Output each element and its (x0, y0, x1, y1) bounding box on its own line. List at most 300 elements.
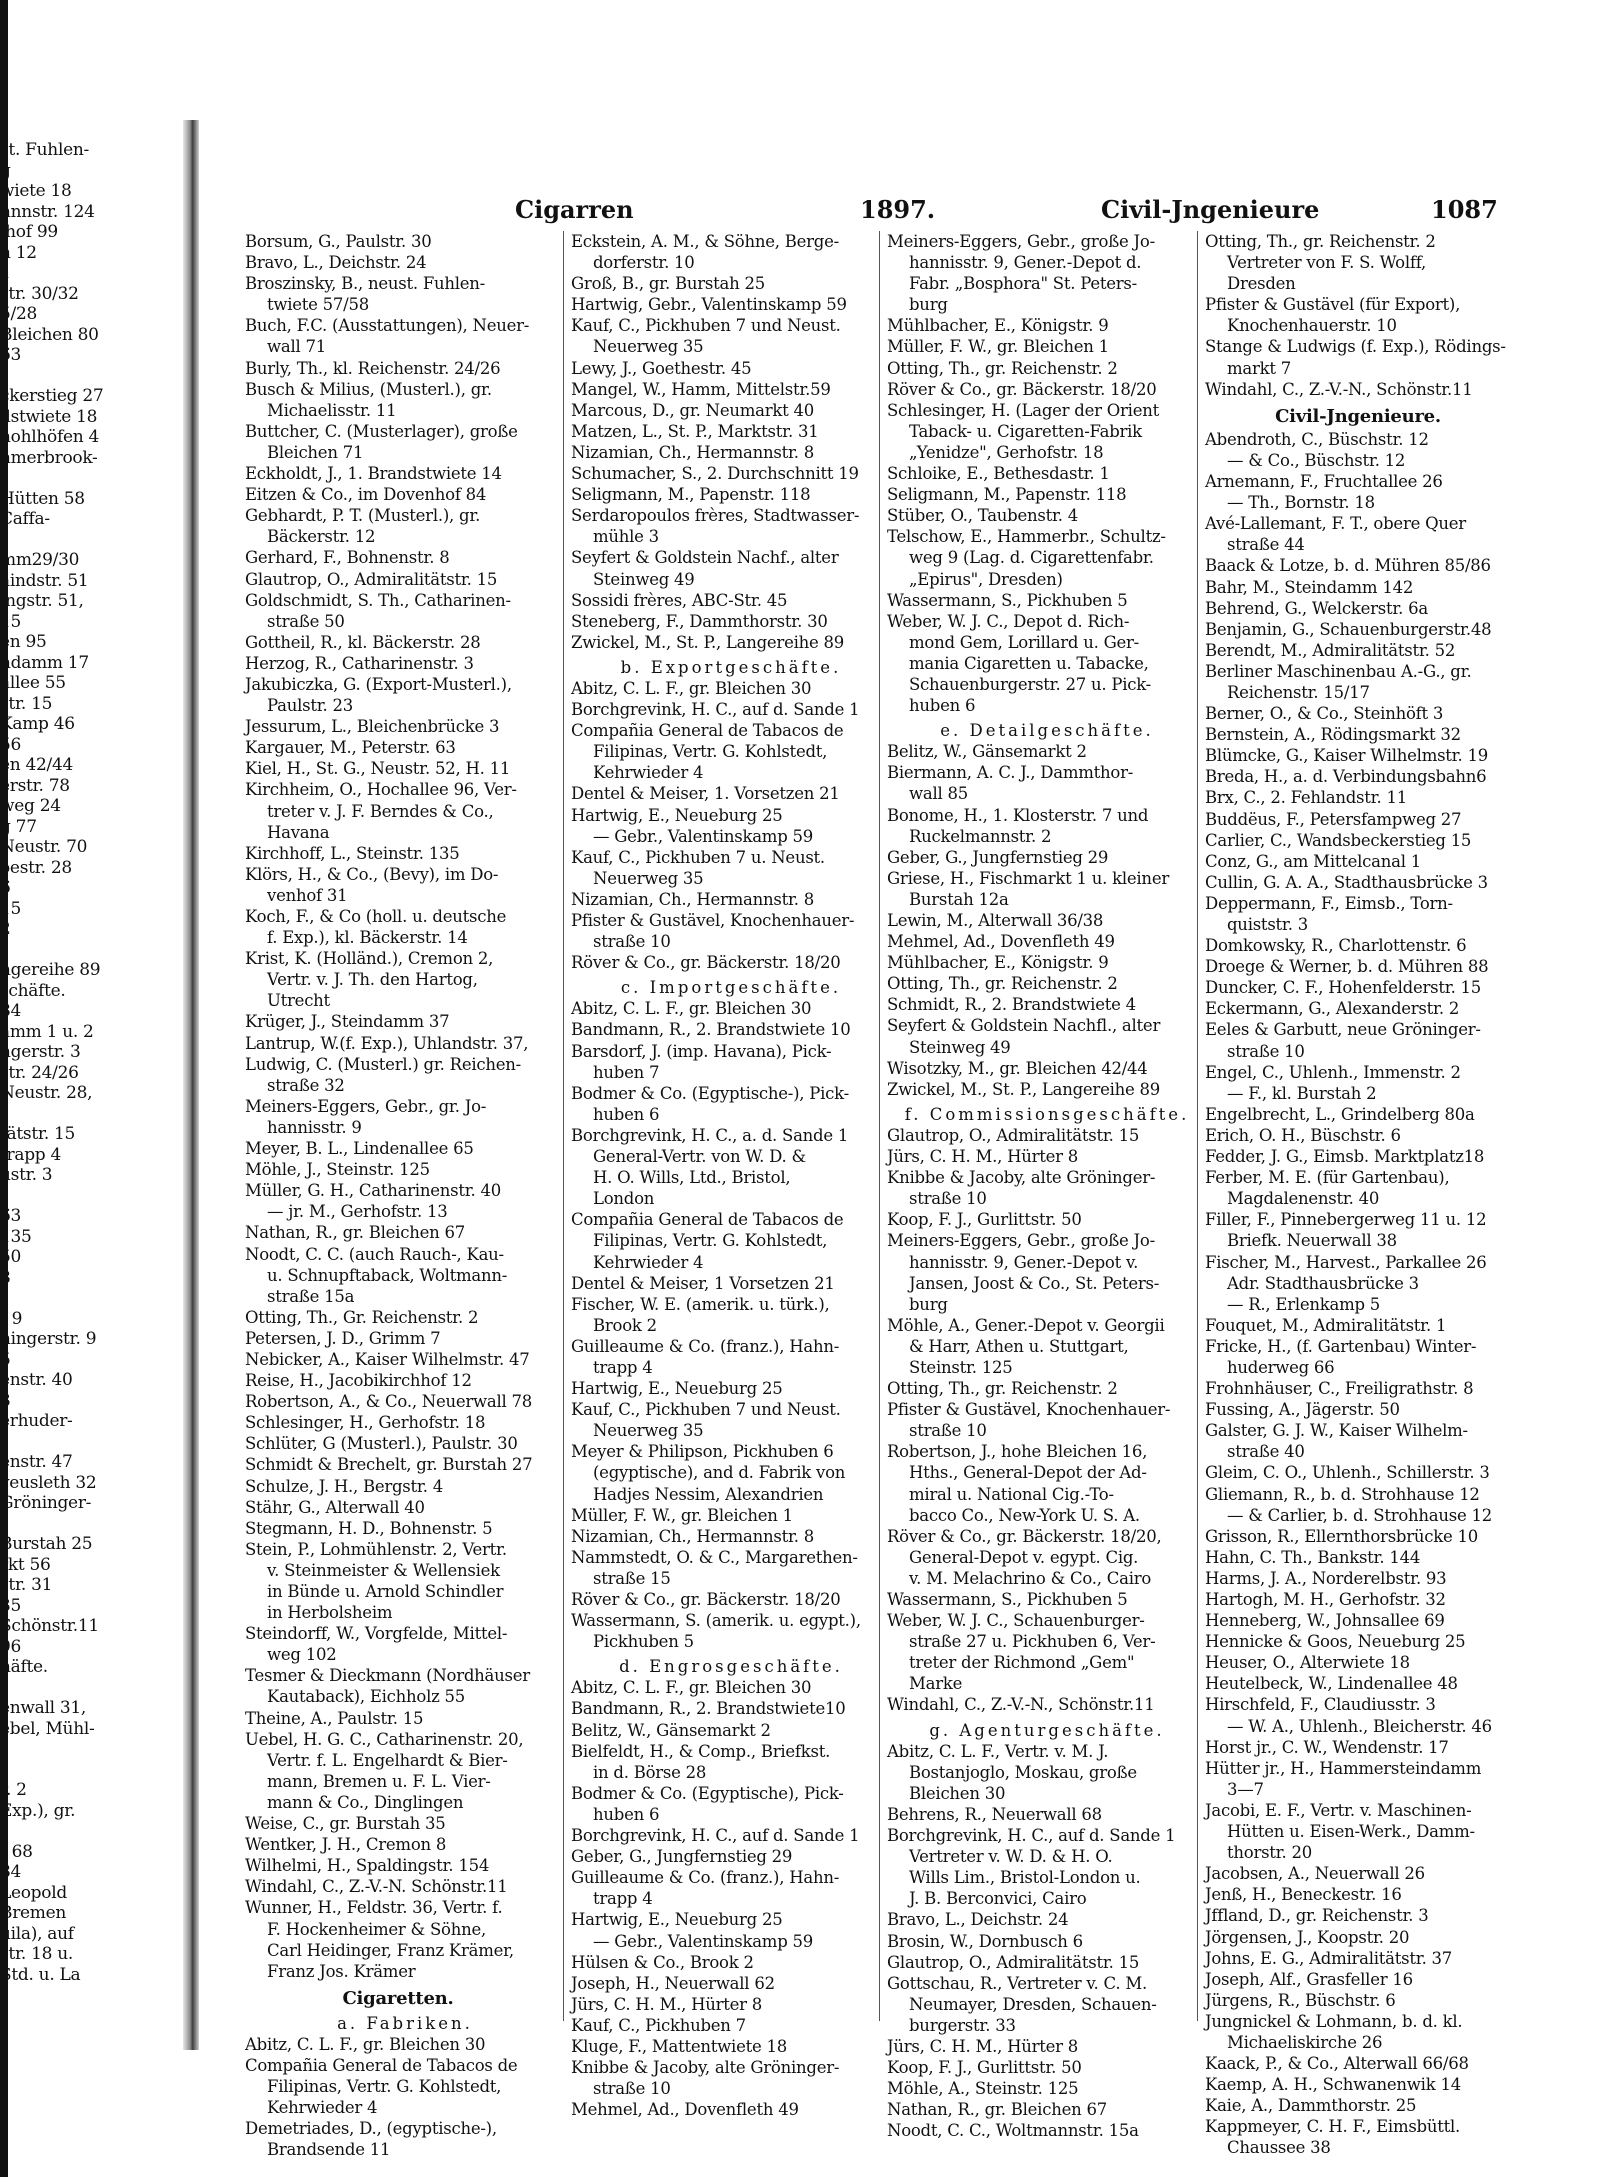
entry-continuation: London (593, 1189, 655, 1209)
left-page-line: g 77 (0, 816, 37, 837)
column-rule (563, 231, 564, 2021)
directory-entry: Bravo, L., Deichstr. 24 (887, 1910, 1069, 1930)
entry-continuation: Kehrwieder 4 (593, 763, 704, 783)
directory-entry: Eckholdt, J., 1. Brandstwiete 14 (245, 464, 502, 484)
left-page-line: rkt 56 (0, 1554, 51, 1575)
entry-continuation: in d. Börse 28 (593, 1762, 707, 1782)
entry-continuation: Steinstr. 125 (909, 1357, 1013, 1377)
directory-entry: Jffland, D., gr. Reichenstr. 3 (1205, 1906, 1429, 1926)
directory-entry: Jörgensen, J., Koopstr. 20 (1205, 1927, 1410, 1947)
directory-entry: Droege & Werner, b. d. Mühren 88 (1205, 957, 1489, 977)
directory-entry: Klörs, H., & Co., (Bevy), im Do- (245, 864, 499, 884)
directory-entry: Jessurum, L., Bleichenbrücke 3 (245, 717, 500, 737)
entry-continuation: Briefk. Neuerwall 38 (1227, 1231, 1397, 1251)
entry-continuation: mann & Co., Dinglingen (267, 1792, 464, 1812)
entry-continuation: Taback- u. Cigaretten-Fabrik (909, 421, 1142, 441)
entry-continuation: burg (909, 1294, 948, 1314)
directory-entry: Jürs, C. H. M., Hürter 8 (571, 1994, 763, 2014)
directory-entry: Jungnickel & Lohmann, b. d. kl. (1205, 2011, 1463, 2031)
entry-continuation: Filipinas, Vertr. G. Kohlstedt, (593, 742, 828, 762)
directory-entry: Berliner Maschinenbau A.-G., gr. (1205, 661, 1472, 681)
directory-entry: Müller, G. H., Catharinenstr. 40 (245, 1181, 502, 1201)
left-page-line: veusleth 32 (0, 1472, 97, 1493)
directory-entry: Nizamian, Ch., Hermannstr. 8 (571, 1526, 815, 1546)
directory-entry: Brosin, W., Dornbusch 6 (887, 1931, 1083, 1951)
directory-entry: Dentel & Meiser, 1 Vorsetzen 21 (571, 1273, 835, 1293)
directory-entry: Wassermann, S., Pickhuben 5 (887, 590, 1128, 610)
entry-continuation: straße 10 (593, 932, 671, 952)
directory-entry: Stange & Ludwigs (f. Exp.), Rödings- (1205, 337, 1506, 357)
left-page-line: nmerbrook- (0, 447, 98, 468)
directory-entry: Duncker, C. F., Hohenfelderstr. 15 (1205, 978, 1482, 998)
left-page-line: Caffa- (0, 509, 50, 529)
directory-entry: Sossidi frères, ABC-Str. 45 (571, 590, 788, 610)
directory-entry: Lewin, M., Alterwall 36/38 (887, 911, 1104, 930)
directory-entry: Steindorff, W., Vorgfelde, Mittel- (245, 1624, 508, 1644)
directory-entry: Lewy, J., Goethestr. 45 (571, 358, 752, 378)
directory-entry: Borchgrevink, H. C., a. d. Sande 1 (571, 1125, 849, 1145)
directory-entry: Wassermann, S. (amerik. u. egypt.), (571, 1611, 861, 1631)
entry-continuation: — Gebr., Valentinskamp 59 (593, 826, 814, 846)
left-page-line: weg 24 (0, 796, 61, 816)
directory-entry: Galster, G. J. W., Kaiser Wilhelm- (1205, 1421, 1468, 1441)
directory-entry: Eckermann, G., Alexanderstr. 2 (1205, 999, 1460, 1019)
directory-entry: Wilhelmi, H., Spaldingstr. 154 (245, 1856, 490, 1876)
entry-continuation: Havana (267, 822, 330, 842)
directory-entry: Guilleaume & Co. (franz.), Hahn- (571, 1336, 840, 1356)
entry-continuation: weg 102 (267, 1645, 337, 1665)
entry-continuation: — & Co., Büschstr. 12 (1227, 450, 1406, 470)
left-page-line: 35 (0, 1595, 22, 1616)
directory-entry: Windahl, C., Z.-V.-N. Schönstr.11 (245, 1877, 508, 1897)
entry-continuation: & Harr, Athen u. Stuttgart, (909, 1336, 1129, 1356)
entry-continuation: Vertreter von F. S. Wolff, (1227, 253, 1426, 273)
left-page-line: Neustr. 70 (0, 837, 88, 857)
directory-entry: Geber, G., Jungfernstieg 29 (571, 1847, 793, 1867)
directory-entry: Otting, Th., gr. Reichenstr. 2 (887, 974, 1118, 994)
directory-entry: Abitz, C. L. F., gr. Bleichen 30 (571, 678, 812, 698)
directory-entry: Seyfert & Goldstein Nachfl., alter (887, 1016, 1161, 1036)
directory-entry: Glautrop, O., Admiralitätstr. 15 (887, 1125, 1140, 1145)
left-page-line: ustr. 3 (0, 1165, 53, 1185)
entry-continuation: Neuerweg 35 (593, 1421, 704, 1441)
entry-continuation: — Th., Bornstr. 18 (1227, 493, 1375, 513)
directory-entry: Hartwig, Gebr., Valentinskamp 59 (571, 295, 847, 315)
entry-continuation: Neumayer, Dresden, Schauen- (909, 1994, 1157, 2014)
left-page-line: Bremen (0, 1903, 67, 1923)
directory-entry: Weber, W. J. C., Schauenburger- (887, 1611, 1145, 1631)
directory-entry: Ferber, M. E. (für Gartenbau), (1205, 1168, 1450, 1188)
left-page-line (0, 1678, 183, 1699)
directory-entry: Nathan, R., gr. Bleichen 67 (245, 1223, 465, 1243)
directory-entry: Schlesinger, H. (Lager der Orient (887, 400, 1159, 420)
directory-entry: Bahr, M., Steindamm 142 (1205, 577, 1414, 597)
entry-continuation: burg (909, 295, 948, 315)
entry-continuation: trapp 4 (593, 1889, 653, 1909)
directory-entry: Demetriades, D., (egyptische-), (245, 2119, 497, 2139)
directory-entry: Uebel, H. G. C., Catharinenstr. 20, (245, 1729, 524, 1749)
left-page-line: 63 (0, 1206, 22, 1226)
left-page-line: en 42/44 (0, 755, 74, 775)
entry-continuation: „Yenidze", Gerhofstr. 18 (909, 442, 1104, 462)
entry-continuation: mann, Bremen u. F. L. Vier- (267, 1771, 491, 1791)
entry-continuation: (egyptische), and d. Fabrik von (593, 1463, 846, 1483)
left-page-line (0, 366, 183, 387)
directory-entry: Stein, P., Lohmühlenstr. 2, Vertr. (245, 1539, 507, 1559)
left-page-line (0, 1104, 183, 1125)
directory-entry: Benjamin, G., Schauenburgerstr.48 (1205, 619, 1492, 639)
entry-continuation: huben 6 (593, 1804, 660, 1824)
left-page-line: enstr. 47 (0, 1452, 73, 1472)
directory-entry: Marcous, D., gr. Neumarkt 40 (571, 400, 814, 420)
left-page-line: erhuder- (0, 1411, 73, 1431)
left-page-line: trapp 4 (0, 1144, 61, 1165)
entry-continuation: Dresden (1227, 274, 1296, 294)
directory-entry: Barsdorf, J. (imp. Havana), Pick- (571, 1041, 832, 1061)
left-page-line (0, 1514, 183, 1535)
directory-entry: Meiners-Eggers, Gebr., große Jo- (887, 232, 1155, 251)
directory-entry: Jürs, C. H. M., Hürter 8 (887, 1147, 1079, 1167)
entry-continuation: mühle 3 (593, 527, 659, 547)
left-page-line: g (0, 160, 11, 181)
directory-entry: Mehmel, Ad., Dovenfleth 49 (887, 932, 1115, 952)
entry-continuation: Knochenhauerstr. 10 (1227, 316, 1397, 336)
directory-entry: Robertson, J., hohe Bleichen 16, (887, 1442, 1148, 1462)
directory-entry: Otting, Th., Gr. Reichenstr. 2 (245, 1307, 479, 1327)
directory-entry: Domkowsky, R., Charlottenstr. 6 (1205, 936, 1467, 956)
left-page-line: 84 (0, 1862, 22, 1882)
directory-entry: Ludwig, C. (Musterl.) gr. Reichen- (245, 1054, 521, 1074)
directory-entry: Goldschmidt, S. Th., Catharinen- (245, 590, 511, 610)
entry-continuation: Marke (909, 1674, 963, 1694)
entry-continuation: — Gebr., Valentinskamp 59 (593, 1931, 814, 1951)
directory-entry: Knibbe & Jacoby, alte Gröninger- (887, 1168, 1156, 1188)
left-page-line (0, 530, 183, 551)
directory-entry: Otting, Th., gr. Reichenstr. 2 (887, 358, 1118, 378)
left-page-line: uila), auf (0, 1923, 74, 1944)
entry-continuation: huderweg 66 (1227, 1357, 1335, 1377)
directory-entry: Kluge, F., Mattentwiete 18 (571, 2036, 787, 2056)
entry-continuation: Magdalenenstr. 40 (1227, 1189, 1380, 1209)
directory-entry: Seligmann, M., Papenstr. 118 (571, 485, 811, 505)
column-rule (879, 231, 880, 2021)
directory-entry: Buddëus, F., Petersfampweg 27 (1205, 809, 1462, 829)
left-page-line: Gröninger- (0, 1493, 92, 1513)
entry-continuation: straße 44 (1227, 535, 1305, 555)
left-page-line: mm29/30 (0, 550, 80, 570)
left-page-line (0, 1432, 183, 1453)
entry-continuation: straße 10 (909, 1189, 987, 1209)
entry-continuation: Michaeliskirche 26 (1227, 2032, 1383, 2052)
left-page-line (0, 1288, 183, 1309)
directory-entry: Röver & Co., gr. Bäckerstr. 18/20 (571, 953, 841, 973)
directory-entry: Groß, B., gr. Burstah 25 (571, 274, 765, 294)
entry-continuation: treter v. J. F. Berndes & Co., (267, 801, 494, 821)
directory-entry: Compañia General de Tabacos de (245, 2056, 518, 2076)
entry-continuation: 3—7 (1227, 1779, 1264, 1799)
entry-continuation: straße 10 (593, 2079, 671, 2099)
subsection-heading: a. Fabriken. (337, 2013, 473, 2033)
directory-entry: Abitz, C. L. F., gr. Bleichen 30 (571, 999, 812, 1019)
entry-continuation: mond Gem, Lorillard u. Ger- (909, 632, 1140, 652)
left-page-line: ngerstr. 3 (0, 1042, 81, 1062)
entry-continuation: Neuerweg 35 (593, 337, 704, 357)
directory-entry: Möhle, A., Steinstr. 125 (887, 2079, 1079, 2099)
entry-continuation: weg 9 (Lag. d. Cigarettenfabr. (909, 548, 1154, 568)
directory-entry: Zwickel, M., St. P., Langereihe 89 (571, 632, 844, 652)
left-page-line: 50 (0, 1247, 22, 1267)
entry-continuation: Bleichen 71 (267, 442, 364, 462)
directory-entry: Wunner, H., Feldstr. 36, Vertr. f. (245, 1898, 503, 1918)
entry-continuation: dorferstr. 10 (593, 253, 695, 273)
directory-entry: Pfister & Gustävel (für Export), (1205, 295, 1461, 315)
directory-entry: Joseph, H., Neuerwall 62 (571, 1973, 775, 1993)
directory-entry: Kirchheim, O., Hochallee 96, Ver- (245, 780, 517, 800)
entry-continuation: huben 6 (909, 696, 976, 716)
directory-entry: Frohnhäuser, C., Freiligrathstr. 8 (1205, 1379, 1474, 1399)
left-page-line: ngereihe 89 (0, 960, 101, 980)
directory-entry: Burly, Th., kl. Reichenstr. 24/26 (245, 358, 501, 378)
entry-continuation: miral u. National Cig.-To- (909, 1484, 1114, 1504)
subsection-heading: e. Detailgeschäfte. (940, 721, 1154, 741)
directory-entry: Nammstedt, O. & C., Margarethen- (571, 1547, 858, 1567)
left-page-line: Leopold (0, 1882, 67, 1903)
left-page-line: t 9 (0, 1308, 23, 1329)
directory-entry: Schlüter, G (Musterl.), Paulstr. 30 (245, 1434, 518, 1454)
directory-entry: Bernstein, A., Rödingsmarkt 32 (1205, 725, 1461, 745)
entry-continuation: Steinweg 49 (593, 569, 695, 589)
directory-entry: Jenß, H., Beneckestr. 16 (1205, 1885, 1402, 1905)
entry-continuation: treter der Richmond „Gem" (909, 1653, 1135, 1673)
directory-entry: Schloike, E., Bethesdastr. 1 (887, 464, 1110, 484)
directory-column-1 (245, 231, 551, 2160)
entry-continuation: Michaelisstr. 11 (267, 400, 397, 420)
directory-entry: Kaemp, A. H., Schwanenwik 14 (1205, 2075, 1461, 2095)
entry-continuation: Utrecht (267, 991, 330, 1011)
left-page-line: Neustr. 28, (0, 1083, 93, 1103)
directory-entry: Meiners-Eggers, Gebr., gr. Jo- (245, 1096, 487, 1116)
directory-entry: Gerhard, F., Bohnenstr. 8 (245, 548, 450, 568)
directory-entry: Gliemann, R., b. d. Strohhause 12 (1205, 1484, 1480, 1504)
directory-entry: Stähr, G., Alterwall 40 (245, 1497, 425, 1517)
entry-continuation: mania Cigaretten u. Tabacke, (909, 653, 1149, 673)
left-page-line: 5 (0, 1349, 11, 1370)
directory-entry: Meyer, B. L., Lindenallee 65 (245, 1139, 474, 1159)
left-page-line: 15 (0, 898, 22, 919)
entry-continuation: wall 71 (267, 337, 327, 357)
left-page-line: 135 (0, 1226, 32, 1247)
directory-entry: Wassermann, S., Pickhuben 5 (887, 1590, 1128, 1609)
left-page-line: wiete 18 (0, 181, 72, 201)
directory-entry: Kaack, P., & Co., Alterwall 66/68 (1205, 2054, 1469, 2074)
directory-entry: Hülsen & Co., Brook 2 (571, 1952, 754, 1972)
entry-continuation: „Epirus", Dresden) (909, 569, 1063, 589)
directory-entry: Blümcke, G., Kaiser Wilhelmstr. 19 (1205, 746, 1488, 766)
directory-entry: Bandmann, R., 2. Brandstwiete10 (571, 1699, 846, 1719)
directory-entry: Engel, C., Uhlenh., Immenstr. 2 (1205, 1062, 1461, 1082)
subsection-heading: g. Agenturgeschäfte. (929, 1720, 1165, 1740)
left-page-line: Hütten 58 (0, 488, 85, 509)
left-page-line: en 95 (0, 632, 47, 652)
left-page-line: oestr. 28 (0, 857, 72, 878)
directory-entry: Heutelbeck, W., Lindenallee 48 (1205, 1674, 1458, 1694)
directory-entry: Bodmer & Co. (Egyptische-), Pick- (571, 1083, 849, 1103)
left-page-line (0, 1186, 183, 1207)
entry-continuation: wall 85 (909, 784, 969, 804)
entry-continuation: Adr. Stadthausbrücke 3 (1227, 1273, 1419, 1293)
left-page-line: Schönstr.11 (0, 1616, 99, 1636)
directory-entry: Steneberg, F., Dammthorstr. 30 (571, 611, 828, 631)
left-page-line: 1 (0, 263, 11, 283)
left-page-line: 56 (0, 734, 22, 755)
directory-entry: Hartwig, E., Neueburg 25 (571, 805, 783, 825)
entry-continuation: General-Vertr. von W. D. & (593, 1147, 806, 1167)
directory-entry: Jacobi, E. F., Vertr. v. Maschinen- (1205, 1800, 1472, 1820)
directory-entry: Kauf, C., Pickhuben 7 u. Neust. (571, 847, 825, 867)
directory-entry: Noodt, C. C. (auch Rauch-, Kau- (245, 1244, 504, 1264)
directory-entry: Schmidt, R., 2. Brandstwiete 4 (887, 995, 1136, 1015)
directory-entry: Abitz, C. L. F., gr. Bleichen 30 (245, 2034, 486, 2054)
directory-entry: Heuser, O., Alterwiete 18 (1205, 1653, 1410, 1673)
directory-entry: Arnemann, F., Fruchtallee 26 (1205, 472, 1443, 492)
entry-continuation: twiete 57/58 (267, 295, 369, 315)
left-page-line: t 68 (0, 1841, 33, 1862)
left-page-line: Std. u. La (0, 1964, 81, 1985)
directory-entry: Pfister & Gustävel, Knochenhauer- (887, 1400, 1171, 1420)
left-page-line: str. 31 (0, 1575, 53, 1595)
left-page-line: 84 (0, 1001, 22, 1021)
directory-entry: Fedder, J. G., Eimsb. Marktplatz18 (1205, 1147, 1485, 1167)
directory-entry: Belitz, W., Gänsemarkt 2 (571, 1720, 771, 1740)
header-year: 1897. (860, 195, 936, 224)
directory-entry: Bonome, H., 1. Klosterstr. 7 und (887, 805, 1149, 825)
left-page-line: Exp.), gr. (0, 1800, 76, 1821)
directory-entry: Johns, E. G., Admiralitätstr. 37 (1205, 1948, 1453, 1968)
directory-entry: Stüber, O., Taubenstr. 4 (887, 506, 1079, 526)
entry-continuation: hannisstr. 9, Gener.-Depot v. (909, 1252, 1139, 1272)
directory-entry: Glautrop, O., Admiralitätstr. 15 (887, 1952, 1140, 1972)
left-page-line: tätstr. 15 (0, 1124, 76, 1144)
directory-entry: Fouquet, M., Admiralitätstr. 1 (1205, 1315, 1447, 1335)
entry-continuation: Filipinas, Vertr. G. Kohlstedt, (593, 1231, 828, 1251)
directory-entry: Abitz, C. L. F., Vertr. v. M. J. (887, 1741, 1109, 1761)
directory-entry: Harms, J. A., Norderelbstr. 93 (1205, 1568, 1447, 1588)
left-page-line: 96 (0, 1636, 22, 1657)
left-page-line: enwall 31, (0, 1698, 87, 1718)
directory-entry: Mangel, W., Hamm, Mittelstr.59 (571, 379, 831, 399)
directory-entry: Kauf, C., Pickhuben 7 und Neust. (571, 316, 841, 336)
directory-entry: Telschow, E., Hammerbr., Schultz- (887, 527, 1166, 547)
entry-continuation: straße 10 (909, 1421, 987, 1441)
directory-entry: Engelbrecht, L., Grindelberg 80a (1205, 1104, 1475, 1124)
directory-entry: Windahl, C., Z.-V.-N., Schönstr.11 (1205, 379, 1473, 399)
directory-column-2 (571, 231, 877, 2120)
directory-entry: Dentel & Meiser, 1. Vorsetzen 21 (571, 784, 840, 804)
directory-entry: Lantrup, W.(f. Exp.), Uhlandstr. 37, (245, 1033, 529, 1053)
left-page-line: str. 18 u. (0, 1944, 74, 1964)
directory-entry: Hahn, C. Th., Bankstr. 144 (1205, 1547, 1421, 1567)
left-page-line (0, 1760, 183, 1781)
directory-entry: Nathan, R., gr. Bleichen 67 (887, 2100, 1107, 2120)
directory-entry: Fussing, A., Jägerstr. 50 (1205, 1400, 1400, 1420)
directory-entry: Krüger, J., Steindamm 37 (245, 1012, 450, 1032)
directory-entry: Cullin, G. A. A., Stadthausbrücke 3 (1205, 872, 1488, 892)
directory-entry: Horst jr., C. W., Wendenstr. 17 (1205, 1737, 1449, 1757)
left-page-line (0, 1739, 183, 1760)
entry-continuation: Filipinas, Vertr. G. Kohlstedt, (267, 2077, 502, 2097)
left-page-line: erstr. 78 (0, 775, 70, 796)
left-page-line: schäfte. (0, 980, 66, 1001)
directory-entry: Knibbe & Jacoby, alte Gröninger- (571, 2058, 840, 2078)
entry-continuation: huben 7 (593, 1062, 660, 1082)
entry-continuation: in Herbolsheim (267, 1603, 393, 1623)
directory-entry: Kauf, C., Pickhuben 7 (571, 2015, 746, 2035)
entry-continuation: Bostanjoglo, Moskau, große (909, 1762, 1137, 1782)
entry-continuation: straße 27 u. Pickhuben 6, Ver- (909, 1632, 1156, 1652)
left-page-line (0, 468, 183, 489)
directory-entry: Seyfert & Goldstein Nachf., alter (571, 548, 839, 568)
left-page-line: 3 (0, 1390, 11, 1411)
entry-continuation: F. Hockenheimer & Söhne, (267, 1919, 486, 1939)
directory-entry: Meiners-Eggers, Gebr., große Jo- (887, 1231, 1155, 1251)
left-page-line: allee 55 (0, 673, 66, 693)
directory-entry: Griese, H., Fischmarkt 1 u. kleiner (887, 868, 1169, 888)
directory-entry: Conz, G., am Mittelcanal 1 (1205, 851, 1421, 871)
section-heading: Cigaretten. (342, 1987, 454, 2009)
entry-continuation: H. O. Wills, Ltd., Bristol, (593, 1168, 791, 1188)
directory-entry: Noodt, C. C., Woltmannstr. 15a (887, 2121, 1139, 2141)
entry-continuation: Chaussee 38 (1227, 2138, 1331, 2158)
directory-entry: Wisotzky, M., gr. Bleichen 42/44 (887, 1058, 1148, 1078)
entry-continuation: straße 32 (267, 1075, 345, 1095)
directory-entry: Borchgrevink, H. C., auf d. Sande 1 (571, 700, 860, 720)
left-page-line: n 12 (0, 242, 37, 263)
entry-continuation: Kautaback), Eichholz 55 (267, 1687, 466, 1707)
directory-entry: Borchgrevink, H. C., auf d. Sande 1 (571, 1826, 860, 1846)
entry-continuation: Hadjes Nessim, Alexandrien (593, 1484, 824, 1504)
left-page-line: ckerstieg 27 (0, 386, 104, 406)
directory-entry: Theine, A., Paulstr. 15 (245, 1708, 424, 1728)
directory-entry: Robertson, A., & Co., Neuerwall 78 (245, 1392, 533, 1412)
left-page-line: Bleichen 80 (0, 324, 99, 345)
left-page-line: enstr. 40 (0, 1370, 73, 1390)
directory-entry: Gleim, C. O., Uhlenh., Schillerstr. 3 (1205, 1463, 1490, 1483)
directory-entry: Bodmer & Co. (Egyptische), Pick- (571, 1783, 844, 1803)
entry-continuation: hannisstr. 9 (267, 1117, 362, 1137)
directory-entry: Mühlbacher, E., Königstr. 9 (887, 316, 1109, 336)
directory-entry: Tesmer & Dieckmann (Nordhäuser (245, 1666, 530, 1686)
directory-entry: Mehmel, Ad., Dovenfleth 49 (571, 2100, 799, 2120)
directory-entry: Behrens, R., Neuerwall 68 (887, 1804, 1102, 1824)
directory-entry: Bandmann, R., 2. Brandstwiete 10 (571, 1020, 851, 1040)
left-page-line: 6 (0, 878, 11, 898)
directory-entry: Baack & Lotze, b. d. Mühren 85/86 (1205, 556, 1491, 576)
directory-entry: Compañia General de Tabacos de (571, 721, 844, 741)
directory-entry: Gottheil, R., kl. Bäckerstr. 28 (245, 632, 481, 652)
entry-continuation: quiststr. 3 (1227, 915, 1308, 934)
directory-entry: Mühlbacher, E., Königstr. 9 (887, 953, 1109, 973)
directory-entry: Koch, F., & Co (holl. u. deutsche (245, 907, 507, 926)
directory-entry: Müller, F. W., gr. Bleichen 1 (887, 337, 1109, 357)
directory-entry: Hütter jr., H., Hammersteindamm (1205, 1758, 1482, 1778)
directory-entry: Fricke, H., (f. Gartenbau) Winter- (1205, 1336, 1477, 1356)
left-page-line: r. 2 (0, 1780, 27, 1800)
left-page-line: str. 24/26 (0, 1062, 79, 1083)
directory-entry: Kiel, H., St. G., Neustr. 52, H. 11 (245, 759, 511, 779)
left-page-line: 8 (0, 1267, 11, 1288)
entry-continuation: huben 6 (593, 1104, 660, 1124)
entry-continuation: straße 50 (267, 611, 345, 631)
